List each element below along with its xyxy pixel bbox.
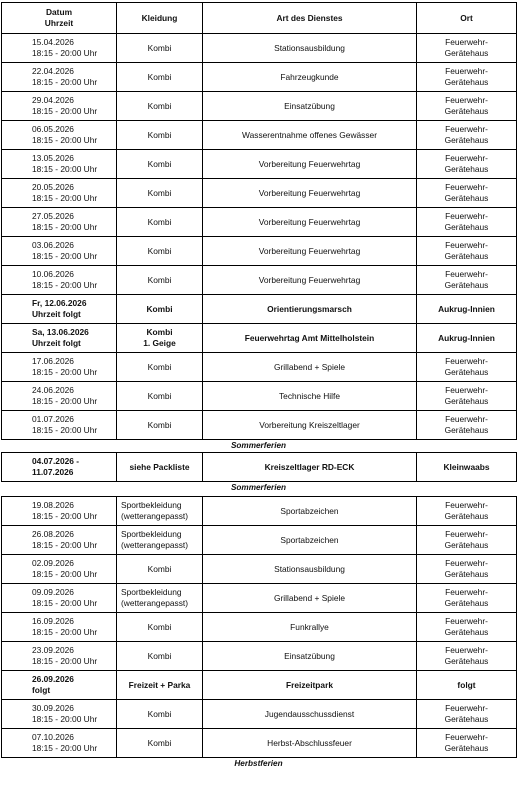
ort-text: Feuerwehr-	[445, 95, 488, 105]
date-cell	[2, 555, 117, 584]
ort-text-2: Gerätehaus	[444, 193, 489, 203]
date-cell	[2, 453, 117, 482]
ort-cell	[417, 324, 517, 353]
kleidung-cell	[117, 237, 203, 266]
separator-sommerferien-2: Sommerferien	[230, 483, 287, 492]
time-text: 18:15 - 20:00 Uhr	[32, 569, 98, 579]
ort-cell	[417, 92, 517, 121]
table-row	[2, 353, 517, 382]
date-text: 13.05.2026	[32, 153, 74, 163]
art-cell: Sportabzeichen	[203, 526, 417, 555]
art-cell: Vorbereitung Feuerwehrtag	[203, 150, 417, 179]
table-row	[2, 382, 517, 411]
ort-text: Feuerwehr-	[445, 414, 488, 424]
ort-text-2: Gerätehaus	[444, 569, 489, 579]
ort-cell	[417, 671, 517, 700]
art-cell: Vorbereitung Feuerwehrtag	[203, 266, 417, 295]
kleidung-cell	[117, 613, 203, 642]
time-text: 18:15 - 20:00 Uhr	[32, 627, 98, 637]
ort-text-2: Gerätehaus	[444, 714, 489, 724]
ort-cell	[417, 295, 517, 324]
table-row	[2, 324, 517, 353]
schedule-table-2	[1, 452, 517, 482]
kleidung-text: Kombi	[147, 621, 172, 632]
ort-text: folgt	[457, 679, 476, 690]
ort-text: Feuerwehr-	[445, 153, 488, 163]
ort-text: Feuerwehr-	[445, 240, 488, 250]
ort-cell	[417, 34, 517, 63]
time-text: 11.07.2026	[32, 467, 74, 477]
ort-text-2: Gerätehaus	[444, 627, 489, 637]
kleidung-text: Sportbekleidung	[121, 529, 182, 539]
table-row	[2, 584, 517, 613]
date-text: 10.06.2026	[32, 269, 74, 279]
header-uhrzeit-label: Uhrzeit	[44, 18, 74, 28]
kleidung-cell	[117, 526, 203, 555]
art-cell: Herbst-Abschlussfeuer	[203, 729, 417, 758]
ort-text: Feuerwehr-	[445, 500, 488, 510]
ort-text: Feuerwehr-	[445, 703, 488, 713]
time-text: 18:15 - 20:00 Uhr	[32, 656, 98, 666]
table-row	[2, 266, 517, 295]
kleidung-cell	[117, 63, 203, 92]
date-cell	[2, 642, 117, 671]
header-ort: Ort	[417, 3, 517, 34]
art-cell: Einsatzübung	[203, 92, 417, 121]
kleidung-cell	[117, 150, 203, 179]
date-cell	[2, 150, 117, 179]
date-cell	[2, 179, 117, 208]
ort-text-2: Gerätehaus	[444, 511, 489, 521]
ort-text-2: Gerätehaus	[444, 251, 489, 261]
table-row	[2, 411, 517, 440]
date-cell	[2, 92, 117, 121]
table-row	[2, 63, 517, 92]
header-art: Art des Dienstes	[203, 3, 417, 34]
date-text: 22.04.2026	[32, 66, 74, 76]
date-cell	[2, 497, 117, 526]
time-text: 18:15 - 20:00 Uhr	[32, 106, 98, 116]
ort-text-2: Gerätehaus	[444, 135, 489, 145]
table-row	[2, 497, 517, 526]
separator-herbstferien: Herbstferien	[234, 759, 283, 768]
date-cell	[2, 671, 117, 700]
date-text: 19.08.2026	[32, 500, 74, 510]
date-text: 09.09.2026	[32, 587, 74, 597]
table-row	[2, 555, 517, 584]
ort-cell	[417, 700, 517, 729]
art-cell: Orientierungsmarsch	[203, 295, 417, 324]
table-row	[2, 453, 517, 482]
separator-sommerferien-1: Sommerferien	[230, 441, 287, 450]
ort-text: Feuerwehr-	[445, 732, 488, 742]
art-cell: Stationsausbildung	[203, 34, 417, 63]
date-text: 06.05.2026	[32, 124, 74, 134]
ort-text: Feuerwehr-	[445, 269, 488, 279]
art-cell: Kreiszeltlager RD-ECK	[203, 453, 417, 482]
ort-cell	[417, 63, 517, 92]
ort-cell	[417, 642, 517, 671]
date-text: 26.08.2026	[32, 529, 74, 539]
table-row	[2, 34, 517, 63]
ort-text-2: Gerätehaus	[444, 48, 489, 58]
date-text: 20.05.2026	[32, 182, 74, 192]
table-row	[2, 121, 517, 150]
kleidung-text: Kombi	[147, 42, 172, 53]
ort-cell	[417, 526, 517, 555]
ort-text: Feuerwehr-	[445, 37, 488, 47]
date-cell	[2, 584, 117, 613]
time-text: 18:15 - 20:00 Uhr	[32, 598, 98, 608]
kleidung-text: Kombi	[147, 71, 172, 82]
kleidung-text: Kombi	[147, 737, 172, 748]
time-text: 18:15 - 20:00 Uhr	[32, 48, 98, 58]
ort-text-2: Gerätehaus	[444, 540, 489, 550]
ort-text: Feuerwehr-	[445, 66, 488, 76]
kleidung-text-2: (wetterangepasst)	[121, 511, 189, 521]
ort-cell	[417, 179, 517, 208]
time-text: 18:15 - 20:00 Uhr	[32, 135, 98, 145]
art-cell: Feuerwehrtag Amt Mittelholstein	[203, 324, 417, 353]
ort-cell	[417, 497, 517, 526]
time-text: 18:15 - 20:00 Uhr	[32, 222, 98, 232]
ort-cell	[417, 453, 517, 482]
kleidung-text: Kombi	[147, 361, 172, 372]
kleidung-text: Kombi	[146, 327, 173, 337]
date-text: 01.07.2026	[32, 414, 74, 424]
time-text: Uhrzeit folgt	[32, 309, 81, 319]
art-cell: Funkrallye	[203, 613, 417, 642]
art-cell: Stationsausbildung	[203, 555, 417, 584]
date-cell	[2, 729, 117, 758]
kleidung-text: Kombi	[147, 563, 172, 574]
table-row	[2, 179, 517, 208]
kleidung-cell	[117, 729, 203, 758]
time-text: 18:15 - 20:00 Uhr	[32, 511, 98, 521]
kleidung-text: Kombi	[147, 245, 172, 256]
kleidung-text: Kombi	[147, 708, 172, 719]
date-text: 17.06.2026	[32, 356, 74, 366]
date-cell	[2, 324, 117, 353]
kleidung-text: Freizeit + Parka	[128, 679, 191, 690]
date-cell	[2, 613, 117, 642]
ort-text: Kleinwaabs	[443, 461, 490, 472]
ort-text: Aukrug-Innien	[438, 332, 495, 343]
kleidung-cell	[117, 266, 203, 295]
kleidung-cell	[117, 497, 203, 526]
table-row	[2, 613, 517, 642]
date-cell	[2, 237, 117, 266]
date-text: 29.04.2026	[32, 95, 74, 105]
ort-cell	[417, 729, 517, 758]
kleidung-cell	[117, 324, 203, 353]
time-text: 18:15 - 20:00 Uhr	[32, 714, 98, 724]
schedule-table-1	[1, 2, 517, 440]
kleidung-text: Kombi	[146, 303, 173, 314]
date-cell	[2, 526, 117, 555]
art-cell: Jugendausschussdienst	[203, 700, 417, 729]
ort-text: Feuerwehr-	[445, 645, 488, 655]
art-cell: Sportabzeichen	[203, 497, 417, 526]
table-row	[2, 526, 517, 555]
kleidung-text: siehe Packliste	[129, 461, 190, 472]
kleidung-text: Kombi	[147, 158, 172, 169]
date-text: Sa, 13.06.2026	[32, 327, 89, 337]
time-text: 18:15 - 20:00 Uhr	[32, 77, 98, 87]
kleidung-cell	[117, 295, 203, 324]
time-text: Uhrzeit folgt	[32, 338, 81, 348]
kleidung-cell	[117, 179, 203, 208]
ort-cell	[417, 121, 517, 150]
ort-cell	[417, 613, 517, 642]
table-row	[2, 671, 517, 700]
kleidung-cell	[117, 642, 203, 671]
header-datum-label: Datum	[45, 7, 73, 17]
date-cell	[2, 208, 117, 237]
time-text: 18:15 - 20:00 Uhr	[32, 396, 98, 406]
ort-text: Feuerwehr-	[445, 616, 488, 626]
time-text: 18:15 - 20:00 Uhr	[32, 540, 98, 550]
kleidung-text: Kombi	[147, 129, 172, 140]
kleidung-text: Kombi	[147, 274, 172, 285]
table-header-row	[2, 3, 517, 34]
kleidung-cell	[117, 353, 203, 382]
ort-cell	[417, 237, 517, 266]
table-row	[2, 208, 517, 237]
date-text: 16.09.2026	[32, 616, 74, 626]
kleidung-cell	[117, 584, 203, 613]
date-cell	[2, 700, 117, 729]
date-text: 07.10.2026	[32, 732, 74, 742]
ort-cell	[417, 382, 517, 411]
kleidung-cell	[117, 700, 203, 729]
date-cell	[2, 295, 117, 324]
art-cell: Grillabend + Spiele	[203, 584, 417, 613]
ort-text: Feuerwehr-	[445, 356, 488, 366]
art-cell: Vorbereitung Feuerwehrtag	[203, 208, 417, 237]
time-text: 18:15 - 20:00 Uhr	[32, 193, 98, 203]
art-cell: Einsatzübung	[203, 642, 417, 671]
kleidung-cell	[117, 671, 203, 700]
ort-cell	[417, 555, 517, 584]
kleidung-cell	[117, 453, 203, 482]
time-text: 18:15 - 20:00 Uhr	[32, 164, 98, 174]
kleidung-text: Kombi	[147, 187, 172, 198]
ort-text-2: Gerätehaus	[444, 222, 489, 232]
date-cell	[2, 121, 117, 150]
schedule-table-3	[1, 496, 517, 758]
time-text: 18:15 - 20:00 Uhr	[32, 280, 98, 290]
ort-cell	[417, 150, 517, 179]
ort-cell	[417, 584, 517, 613]
date-cell	[2, 266, 117, 295]
header-kleidung: Kleidung	[117, 3, 203, 34]
kleidung-text-2: 1. Geige	[143, 338, 176, 348]
ort-text-2: Gerätehaus	[444, 598, 489, 608]
kleidung-cell	[117, 555, 203, 584]
ort-text-2: Gerätehaus	[444, 164, 489, 174]
date-cell	[2, 353, 117, 382]
table-row	[2, 700, 517, 729]
kleidung-text: Sportbekleidung	[121, 500, 182, 510]
ort-text-2: Gerätehaus	[444, 367, 489, 377]
time-text: 18:15 - 20:00 Uhr	[32, 251, 98, 261]
ort-text-2: Gerätehaus	[444, 106, 489, 116]
kleidung-cell	[117, 121, 203, 150]
ort-text: Aukrug-Innien	[438, 303, 495, 314]
kleidung-text: Kombi	[147, 100, 172, 111]
table-row	[2, 150, 517, 179]
date-cell	[2, 411, 117, 440]
table-row	[2, 642, 517, 671]
ort-text: Feuerwehr-	[445, 385, 488, 395]
ort-text-2: Gerätehaus	[444, 743, 489, 753]
date-text: 02.09.2026	[32, 558, 74, 568]
ort-cell	[417, 266, 517, 295]
art-cell: Grillabend + Spiele	[203, 353, 417, 382]
date-cell	[2, 63, 117, 92]
kleidung-cell	[117, 411, 203, 440]
kleidung-text: Kombi	[147, 216, 172, 227]
art-cell: Technische Hilfe	[203, 382, 417, 411]
table-row	[2, 92, 517, 121]
kleidung-text: Kombi	[147, 390, 172, 401]
ort-text-2: Gerätehaus	[444, 425, 489, 435]
kleidung-text: Sportbekleidung	[121, 587, 182, 597]
ort-text: Feuerwehr-	[445, 529, 488, 539]
ort-text: Feuerwehr-	[445, 587, 488, 597]
ort-text: Feuerwehr-	[445, 182, 488, 192]
time-text: folgt	[32, 685, 51, 695]
date-text: Fr, 12.06.2026	[32, 298, 87, 308]
date-text: 15.04.2026	[32, 37, 74, 47]
kleidung-text: Kombi	[147, 650, 172, 661]
date-text: 23.09.2026	[32, 645, 74, 655]
kleidung-cell	[117, 382, 203, 411]
kleidung-cell	[117, 34, 203, 63]
art-cell: Wasserentnahme offenes Gewässer	[203, 121, 417, 150]
date-text: 03.06.2026	[32, 240, 74, 250]
ort-cell	[417, 353, 517, 382]
ort-text-2: Gerätehaus	[444, 280, 489, 290]
table-row	[2, 295, 517, 324]
art-cell: Fahrzeugkunde	[203, 63, 417, 92]
time-text: 18:15 - 20:00 Uhr	[32, 425, 98, 435]
time-text: 18:15 - 20:00 Uhr	[32, 367, 98, 377]
ort-text: Feuerwehr-	[445, 124, 488, 134]
art-cell: Freizeitpark	[203, 671, 417, 700]
ort-text-2: Gerätehaus	[444, 77, 489, 87]
kleidung-text: Kombi	[147, 419, 172, 430]
ort-text: Feuerwehr-	[445, 211, 488, 221]
date-text: 24.06.2026	[32, 385, 74, 395]
date-text: 30.09.2026	[32, 703, 74, 713]
date-cell	[2, 382, 117, 411]
time-text: 18:15 - 20:00 Uhr	[32, 743, 98, 753]
header-datum	[2, 3, 117, 34]
kleidung-text-2: (wetterangepasst)	[121, 598, 189, 608]
kleidung-cell	[117, 208, 203, 237]
kleidung-text-2: (wetterangepasst)	[121, 540, 189, 550]
date-text: 26.09.2026	[32, 674, 74, 684]
date-text: 04.07.2026 -	[32, 456, 80, 466]
ort-text-2: Gerätehaus	[444, 396, 489, 406]
ort-text: Feuerwehr-	[445, 558, 488, 568]
table-row	[2, 237, 517, 266]
date-text: 27.05.2026	[32, 211, 74, 221]
ort-text-2: Gerätehaus	[444, 656, 489, 666]
table-row	[2, 729, 517, 758]
date-cell	[2, 34, 117, 63]
art-cell: Vorbereitung Feuerwehrtag	[203, 237, 417, 266]
art-cell: Vorbereitung Kreiszeltlager	[203, 411, 417, 440]
kleidung-cell	[117, 92, 203, 121]
art-cell: Vorbereitung Feuerwehrtag	[203, 179, 417, 208]
ort-cell	[417, 208, 517, 237]
ort-cell	[417, 411, 517, 440]
